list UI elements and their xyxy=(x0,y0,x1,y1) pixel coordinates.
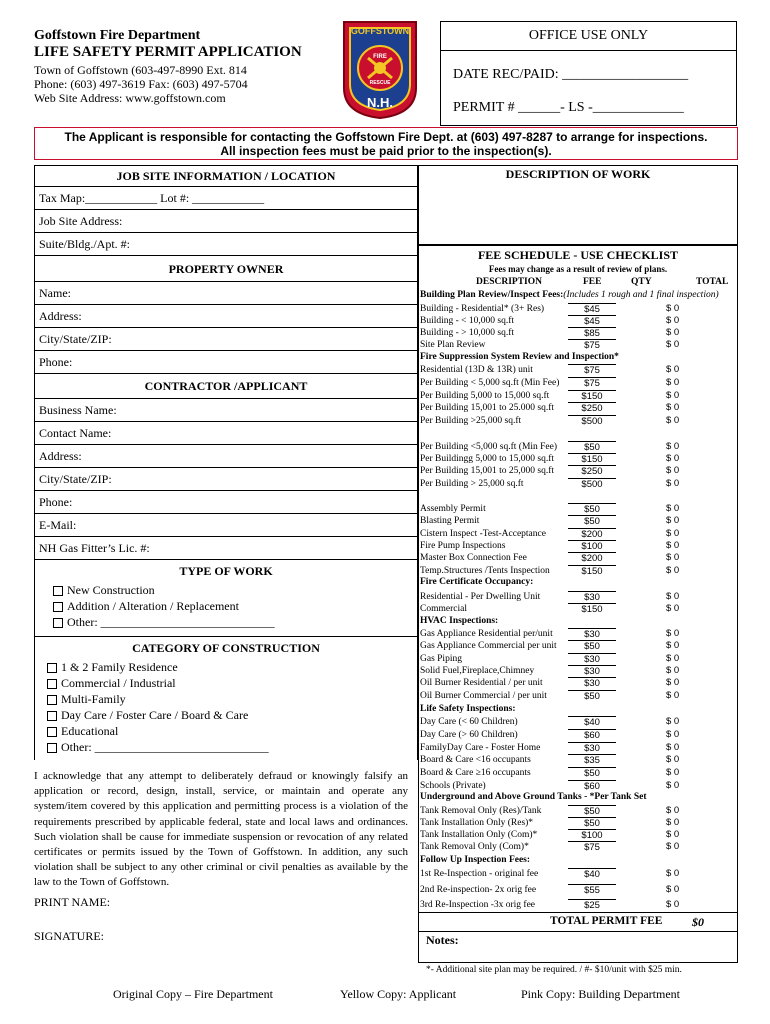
logo-inner-text-2: RESCUE xyxy=(369,80,391,86)
form-title: LIFE SAFETY PERMIT APPLICATION xyxy=(34,44,302,60)
fire-department-badge xyxy=(338,18,422,120)
logo-top-text: GOFFSTOWN xyxy=(350,26,410,36)
fee-description: Per Building < 5,000 sq.ft (Min Fee) xyxy=(420,377,560,388)
suppression-heading: Fire Suppression System Review and Inspection* xyxy=(420,352,619,362)
fee-description: 1st Re-Inspection - original fee xyxy=(420,869,539,879)
fee-total: $ 0 xyxy=(666,899,680,910)
fee-row-hvac[interactable] xyxy=(418,665,738,677)
qty-cell[interactable] xyxy=(618,677,662,689)
owner-city-field[interactable]: City/State/ZIP: xyxy=(35,327,417,350)
fee-row-suppression[interactable] xyxy=(418,402,738,414)
qty-cell[interactable] xyxy=(618,899,662,911)
fee-total: $ 0 xyxy=(666,564,680,576)
fee-amount: $50 xyxy=(568,805,616,818)
qty-cell[interactable] xyxy=(618,716,662,728)
qty-cell[interactable] xyxy=(618,528,662,540)
fee-row-life[interactable] xyxy=(418,754,738,766)
fee-description: Per Building 15,001 to 25,000 sq.ft xyxy=(420,466,555,477)
fee-total: $ 0 xyxy=(666,829,680,840)
notice-line-2: All inspection fees must be paid prior to the inspection(s). xyxy=(220,144,552,158)
fee-amount: $75 xyxy=(568,364,616,377)
fee-amount: $50 xyxy=(568,441,616,454)
qty-cell[interactable] xyxy=(618,729,662,741)
fee-amount: $50 xyxy=(568,767,616,780)
department-name: Goffstown Fire Department xyxy=(34,28,201,43)
phone-fax: Phone: (603) 497-3619 Fax: (603) 497-5704 xyxy=(34,77,248,91)
acknowledgement-text: I acknowledge that any attempt to deliberately defraud or knowingly falsify an application or record, design, install, service, or maintain and operate any system/item covered by this application and permitting process is a violation of the requirements prescribed by applicable federal, state and local laws and ordinances. Such violation shall be cause for immediate suspension or revocation of any related certificates or permits issued by the Town of Goffstown. In addition, any such violation shall be subject to any other criminal or civil penalties as available by the law to the Town of Goffstown. xyxy=(34,770,408,889)
fee-total: $ 0 xyxy=(666,603,680,614)
office-use-box xyxy=(440,21,737,126)
qty-cell[interactable] xyxy=(618,841,662,853)
job-site-address-field[interactable]: Job Site Address: xyxy=(35,209,417,232)
fee-amount: $30 xyxy=(568,665,616,678)
fee-row-building[interactable] xyxy=(418,327,738,339)
contractor-city-field[interactable]: City/State/ZIP: xyxy=(35,467,417,490)
fee-description: Assembly Permit xyxy=(420,504,486,514)
fee-total: $ 0 xyxy=(666,477,680,489)
qty-cell[interactable] xyxy=(618,565,662,577)
fee-column-headers xyxy=(418,277,738,289)
date-received-field[interactable]: DATE REC/PAID: __________________ xyxy=(453,67,689,82)
contact-name-field[interactable]: Contact Name: xyxy=(35,421,417,444)
fee-amount: $500 xyxy=(568,415,616,428)
fee-total: $ 0 xyxy=(666,376,680,388)
fee-total: $ 0 xyxy=(666,716,680,727)
fee-description: Oil Burner Residential / per unit xyxy=(420,678,543,689)
qty-cell[interactable] xyxy=(618,742,662,754)
fee-amount: $35 xyxy=(568,754,616,767)
fee-row-hvac[interactable] xyxy=(418,677,738,689)
fee-description: Tank Installation Only (Com)* xyxy=(420,830,538,840)
fee-description: Day Care (> 60 Children) xyxy=(420,729,518,740)
occupancy-heading: Fire Certificate Occupancy: xyxy=(420,577,534,587)
fee-row-life[interactable] xyxy=(418,767,738,779)
fee-total: $ 0 xyxy=(666,327,680,338)
fee-row-alarm[interactable] xyxy=(418,441,738,453)
description-of-work-box[interactable] xyxy=(418,165,738,245)
fee-amount: $200 xyxy=(568,552,616,565)
fee-description: Per Building 15,001 to 25.000 sq.ft xyxy=(420,403,555,414)
fee-amount: $30 xyxy=(568,628,616,641)
qty-cell[interactable] xyxy=(618,591,662,603)
fee-row-followup[interactable] xyxy=(418,899,738,911)
fee-total: $ 0 xyxy=(666,883,680,895)
fee-total: $ 0 xyxy=(666,415,680,427)
fee-amount: $150 xyxy=(568,453,616,466)
fee-total: $ 0 xyxy=(666,628,680,639)
fee-row-hvac[interactable] xyxy=(418,690,738,702)
fee-amount: $50 xyxy=(568,817,616,830)
fee-row-misc[interactable] xyxy=(418,565,738,577)
qty-cell[interactable] xyxy=(618,364,662,376)
fee-row-suppression[interactable] xyxy=(418,415,738,427)
qty-cell[interactable] xyxy=(618,402,662,414)
checkbox-multi-family[interactable]: Multi-Family xyxy=(47,692,126,707)
qty-cell[interactable] xyxy=(618,767,662,779)
fee-amount: $75 xyxy=(568,377,616,390)
job-site-heading: JOB SITE INFORMATION / LOCATION xyxy=(116,169,336,183)
checkbox-commercial[interactable]: Commercial / Industrial xyxy=(47,676,176,691)
fee-description: Oil Burner Commercial / per unit xyxy=(420,690,547,701)
tank-heading: Underground and Above Ground Tanks - *Per Tank Set xyxy=(420,792,647,802)
qty-cell[interactable] xyxy=(618,540,662,552)
fee-description: Gas Appliance Residential per/unit xyxy=(420,629,553,639)
fee-amount: $60 xyxy=(568,780,616,793)
fee-description: Master Box Connection Fee xyxy=(420,553,527,564)
fee-amount: $50 xyxy=(568,503,616,516)
fee-total: $ 0 xyxy=(666,503,680,514)
fee-amount: $100 xyxy=(568,540,616,553)
qty-cell[interactable] xyxy=(618,690,662,702)
fee-row-life[interactable] xyxy=(418,716,738,728)
qty-cell[interactable] xyxy=(618,884,662,896)
checkbox-new-construction[interactable]: New Construction xyxy=(53,583,155,598)
qty-cell[interactable] xyxy=(618,780,662,792)
contractor-heading: CONTRACTOR /APPLICANT xyxy=(35,373,417,398)
fee-amount: $45 xyxy=(568,315,616,328)
category-heading: CATEGORY OF CONSTRUCTION xyxy=(35,636,417,658)
checkbox-family-residence[interactable]: 1 & 2 Family Residence xyxy=(47,660,178,675)
pink-copy-label: Pink Copy: Building Department xyxy=(521,987,680,1001)
fee-amount: $30 xyxy=(568,742,616,755)
type-of-work-list xyxy=(35,581,417,636)
fee-amount: $100 xyxy=(568,829,616,842)
fee-description: Tank Removal Only (Com)* xyxy=(420,842,529,852)
fee-total: $ 0 xyxy=(666,402,680,414)
fee-total: $ 0 xyxy=(666,652,680,664)
checkbox-addition-alteration[interactable]: Addition / Alteration / Replacement xyxy=(53,599,239,614)
fee-description: Per Building <5,000 sq.ft (Min Fee) xyxy=(420,442,558,452)
qty-cell[interactable] xyxy=(618,339,662,351)
qty-cell[interactable] xyxy=(618,603,662,615)
hvac-heading: HVAC Inspections: xyxy=(420,616,499,626)
checkbox-other-work[interactable]: Other: _____________________________ xyxy=(53,615,275,630)
qty-cell[interactable] xyxy=(618,303,662,315)
fee-row-hvac[interactable] xyxy=(418,640,738,652)
contractor-email-field[interactable]: E-Mail: xyxy=(35,513,417,536)
fee-row-alarm[interactable] xyxy=(418,465,738,477)
fee-row-misc[interactable] xyxy=(418,528,738,540)
qty-cell[interactable] xyxy=(618,453,662,465)
fee-total: $ 0 xyxy=(666,591,680,602)
contractor-address-field[interactable]: Address: xyxy=(35,444,417,467)
fee-description: Per Building 5,000 to 15,000 sq.ft xyxy=(420,390,550,401)
fee-row-hvac[interactable] xyxy=(418,653,738,665)
fee-description: Residential (13D & 13R) unit xyxy=(420,365,533,375)
inspection-notice xyxy=(34,127,738,160)
fee-total: $ 0 xyxy=(666,539,680,551)
fee-row-occupancy[interactable] xyxy=(418,591,738,603)
fee-row-occupancy[interactable] xyxy=(418,603,738,615)
fee-total: $ 0 xyxy=(666,728,680,740)
qty-cell[interactable] xyxy=(618,478,662,490)
fee-row-followup[interactable] xyxy=(418,884,738,896)
fee-row-life[interactable] xyxy=(418,729,738,741)
col-description: DESCRIPTION xyxy=(476,277,542,287)
col-fee: FEE xyxy=(583,277,602,287)
fee-amount: $40 xyxy=(568,868,616,881)
col-total: TOTAL xyxy=(696,277,729,287)
fee-total: $ 0 xyxy=(666,552,680,564)
fee-description: 3rd Re-Inspection -3x orig fee xyxy=(420,900,536,910)
fee-row-misc[interactable] xyxy=(418,552,738,564)
fee-row-tank[interactable] xyxy=(418,829,738,841)
qty-cell[interactable] xyxy=(618,868,662,880)
fee-total: $ 0 xyxy=(666,640,680,652)
fee-description: Gas Appliance Commercial per unit xyxy=(420,641,557,652)
property-owner-heading: PROPERTY OWNER xyxy=(35,255,417,281)
fee-amount: $30 xyxy=(568,677,616,690)
fee-schedule-title: FEE SCHEDULE - USE CHECKLIST xyxy=(477,248,679,262)
fee-description: Building - > 10,000 sq.ft xyxy=(420,328,515,338)
fee-amount: $150 xyxy=(568,565,616,578)
fee-row-tank[interactable] xyxy=(418,805,738,817)
fee-total: $ 0 xyxy=(666,364,680,375)
fee-description: Solid Fuel,Fireplace,Chimney xyxy=(420,665,535,676)
original-copy-label: Original Copy – Fire Department xyxy=(113,987,273,1001)
fee-description: Gas Piping xyxy=(420,653,462,664)
logo-inner-text: FIRE xyxy=(373,54,387,60)
fee-amount: $85 xyxy=(568,327,616,340)
qty-cell[interactable] xyxy=(618,441,662,453)
fee-total: $ 0 xyxy=(666,389,680,401)
fee-row-misc[interactable] xyxy=(418,540,738,552)
fee-total: $ 0 xyxy=(666,841,680,852)
fee-total: $ 0 xyxy=(666,441,680,452)
fee-schedule-subtitle: Fees may change as a result of review of plans. xyxy=(488,264,668,274)
owner-phone-field[interactable]: Phone: xyxy=(35,350,417,373)
fee-total: $ 0 xyxy=(666,868,680,879)
fee-row-hvac[interactable] xyxy=(418,628,738,640)
fee-description: FamilyDay Care - Foster Home xyxy=(420,742,541,753)
qty-cell[interactable] xyxy=(618,377,662,389)
checkbox-other-category[interactable]: Other: _____________________________ xyxy=(47,740,269,755)
fee-row-tank[interactable] xyxy=(418,841,738,853)
fee-total: $ 0 xyxy=(666,339,680,350)
gas-fitter-license-field[interactable]: NH Gas Fitter’s Lic. #: xyxy=(35,536,417,559)
qty-cell[interactable] xyxy=(618,640,662,652)
fee-description: Board & Care <16 occupants xyxy=(420,755,531,766)
fee-total: $ 0 xyxy=(666,689,680,701)
fee-description: Blasting Permit xyxy=(420,516,480,527)
fee-amount: $250 xyxy=(568,465,616,478)
fee-amount: $150 xyxy=(568,603,616,616)
fee-description: Per Building > 25,000 sq.ft xyxy=(420,478,524,489)
owner-address-field[interactable]: Address: xyxy=(35,304,417,327)
qty-cell[interactable] xyxy=(618,327,662,339)
fee-row-misc[interactable] xyxy=(418,515,738,527)
logo-bottom-text: N.H. xyxy=(367,95,393,110)
fee-amount: $50 xyxy=(568,690,616,703)
qty-cell[interactable] xyxy=(618,315,662,327)
type-of-work-heading: TYPE OF WORK xyxy=(35,559,417,581)
fee-description: Commercial xyxy=(420,604,467,614)
fee-row-building[interactable] xyxy=(418,339,738,351)
permit-number-field[interactable]: PERMIT # ______- LS -_____________ xyxy=(453,100,684,115)
fee-total: $ 0 xyxy=(666,315,680,326)
fee-row-suppression[interactable] xyxy=(418,377,738,389)
contractor-phone-field[interactable]: Phone: xyxy=(35,490,417,513)
applicant-info-panel xyxy=(34,165,418,760)
print-name-field[interactable]: PRINT NAME: xyxy=(34,895,111,909)
fee-description: Building - < 10,000 sq.ft xyxy=(420,316,515,326)
notes-label: Notes: xyxy=(426,933,459,947)
fee-amount: $250 xyxy=(568,402,616,415)
fee-description: Tank Installation Only (Res)* xyxy=(420,818,534,828)
fee-description: Cistern Inspect -Test-Acceptance xyxy=(420,528,546,539)
fee-description: 2nd Re-inspection- 2x orig fee xyxy=(420,884,537,895)
fee-total: $ 0 xyxy=(666,754,680,766)
fee-total: $ 0 xyxy=(666,677,680,689)
qty-cell[interactable] xyxy=(618,628,662,640)
fee-total: $ 0 xyxy=(666,780,680,791)
fee-row-misc[interactable] xyxy=(418,503,738,515)
business-name-field[interactable]: Business Name: xyxy=(35,398,417,421)
fee-amount: $30 xyxy=(568,591,616,604)
fee-total: $ 0 xyxy=(666,664,680,676)
fee-total: $ 0 xyxy=(666,303,680,314)
notes-box[interactable] xyxy=(418,931,738,963)
life-safety-heading: Life Safety Inspections: xyxy=(420,704,516,714)
yellow-copy-label: Yellow Copy: Applicant xyxy=(340,987,457,1001)
total-fee-label: TOTAL PERMIT FEE xyxy=(550,915,663,927)
notice-line-1: The Applicant is responsible for contacting the Goffstown Fire Dept. at (603) 497-8287 to arrange for inspections. xyxy=(64,130,708,144)
total-fee-row xyxy=(418,912,738,932)
fee-amount: $40 xyxy=(568,716,616,729)
checkbox-day-care[interactable]: Day Care / Foster Care / Board & Care xyxy=(47,708,248,723)
description-heading: DESCRIPTION OF WORK xyxy=(505,167,651,181)
fee-description: Residential - Per Dwelling Unit xyxy=(420,592,541,602)
fee-amount: $25 xyxy=(568,899,616,912)
fee-description: Site Plan Review xyxy=(420,340,486,350)
qty-cell[interactable] xyxy=(618,754,662,766)
fee-row-building[interactable] xyxy=(418,303,738,315)
fee-description: Schools (Private) xyxy=(420,781,486,791)
checkbox-educational[interactable]: Educational xyxy=(47,724,118,739)
owner-name-field[interactable]: Name: xyxy=(35,281,417,304)
fee-description: Fire Pump Inspections xyxy=(420,540,506,551)
tax-map-lot-field[interactable]: Tax Map:____________ Lot #: ____________ xyxy=(35,186,417,209)
fee-row-life[interactable] xyxy=(418,780,738,792)
fee-row-life[interactable] xyxy=(418,742,738,754)
fee-amount: $150 xyxy=(568,390,616,403)
fee-amount: $75 xyxy=(568,339,616,352)
qty-cell[interactable] xyxy=(618,503,662,515)
fee-row-building[interactable] xyxy=(418,315,738,327)
fee-amount: $50 xyxy=(568,640,616,653)
fee-description: Board & Care ≥16 occupants xyxy=(420,768,531,779)
fee-amount: $45 xyxy=(568,303,616,316)
fee-row-alarm[interactable] xyxy=(418,478,738,490)
fee-total: $ 0 xyxy=(666,805,680,816)
fee-row-followup[interactable] xyxy=(418,868,738,880)
office-use-title: OFFICE USE ONLY xyxy=(528,28,649,43)
qty-cell[interactable] xyxy=(618,665,662,677)
fee-total: $ 0 xyxy=(666,453,680,465)
fee-amount: $55 xyxy=(568,884,616,897)
fee-row-tank[interactable] xyxy=(418,817,738,829)
qty-cell[interactable] xyxy=(618,465,662,477)
fee-description: Per Buildingg 5,000 to 15,000 sq.ft xyxy=(420,454,555,465)
col-qty: QTY xyxy=(631,277,652,287)
fee-amount: $60 xyxy=(568,729,616,742)
fee-description: Temp.Structures /Tents Inspection xyxy=(420,565,550,576)
fee-description: Day Care (< 60 Children) xyxy=(420,717,518,727)
town-contact: Town of Goffstown (603-497-8990 Ext. 814 xyxy=(34,63,247,77)
fee-row-alarm[interactable] xyxy=(418,453,738,465)
signature-field[interactable]: SIGNATURE: xyxy=(34,929,105,943)
footnote: *- Additional site plan may be required. / #- $10/unit with $25 min. xyxy=(426,965,682,975)
fee-amount: $50 xyxy=(568,515,616,528)
fee-row-suppression[interactable] xyxy=(418,364,738,376)
category-list xyxy=(35,658,417,761)
qty-cell[interactable] xyxy=(618,653,662,665)
fee-total: $ 0 xyxy=(666,741,680,753)
fee-total: $ 0 xyxy=(666,465,680,477)
followup-heading: Follow Up Inspection Fees: xyxy=(420,855,531,865)
fee-row-suppression[interactable] xyxy=(418,390,738,402)
qty-cell[interactable] xyxy=(618,390,662,402)
website: Web Site Address: www.goffstown.com xyxy=(34,91,226,105)
qty-cell[interactable] xyxy=(618,829,662,841)
qty-cell[interactable] xyxy=(618,552,662,564)
fee-amount: $75 xyxy=(568,841,616,854)
fee-amount: $30 xyxy=(568,653,616,666)
qty-cell[interactable] xyxy=(618,817,662,829)
fee-amount: $200 xyxy=(568,528,616,541)
fee-total: $ 0 xyxy=(666,527,680,539)
suite-field[interactable]: Suite/Bldg./Apt. #: xyxy=(35,232,417,255)
fee-amount: $500 xyxy=(568,478,616,491)
fee-description: Building - Residential* (3+ Res) xyxy=(420,304,545,314)
qty-cell[interactable] xyxy=(618,515,662,527)
fee-total: $ 0 xyxy=(666,515,680,527)
fee-description: Tank Removal Only (Res)/Tank xyxy=(420,806,542,816)
total-fee-value: $0 xyxy=(692,915,704,929)
fee-total: $ 0 xyxy=(666,767,680,779)
fee-total: $ 0 xyxy=(666,817,680,828)
qty-cell[interactable] xyxy=(618,415,662,427)
fee-description: Per Building >25,000 sq.ft xyxy=(420,416,522,427)
qty-cell[interactable] xyxy=(618,805,662,817)
building-fees-heading: Building Plan Review/Inspect Fees:(Includes 1 rough and 1 final inspection) xyxy=(420,290,719,300)
